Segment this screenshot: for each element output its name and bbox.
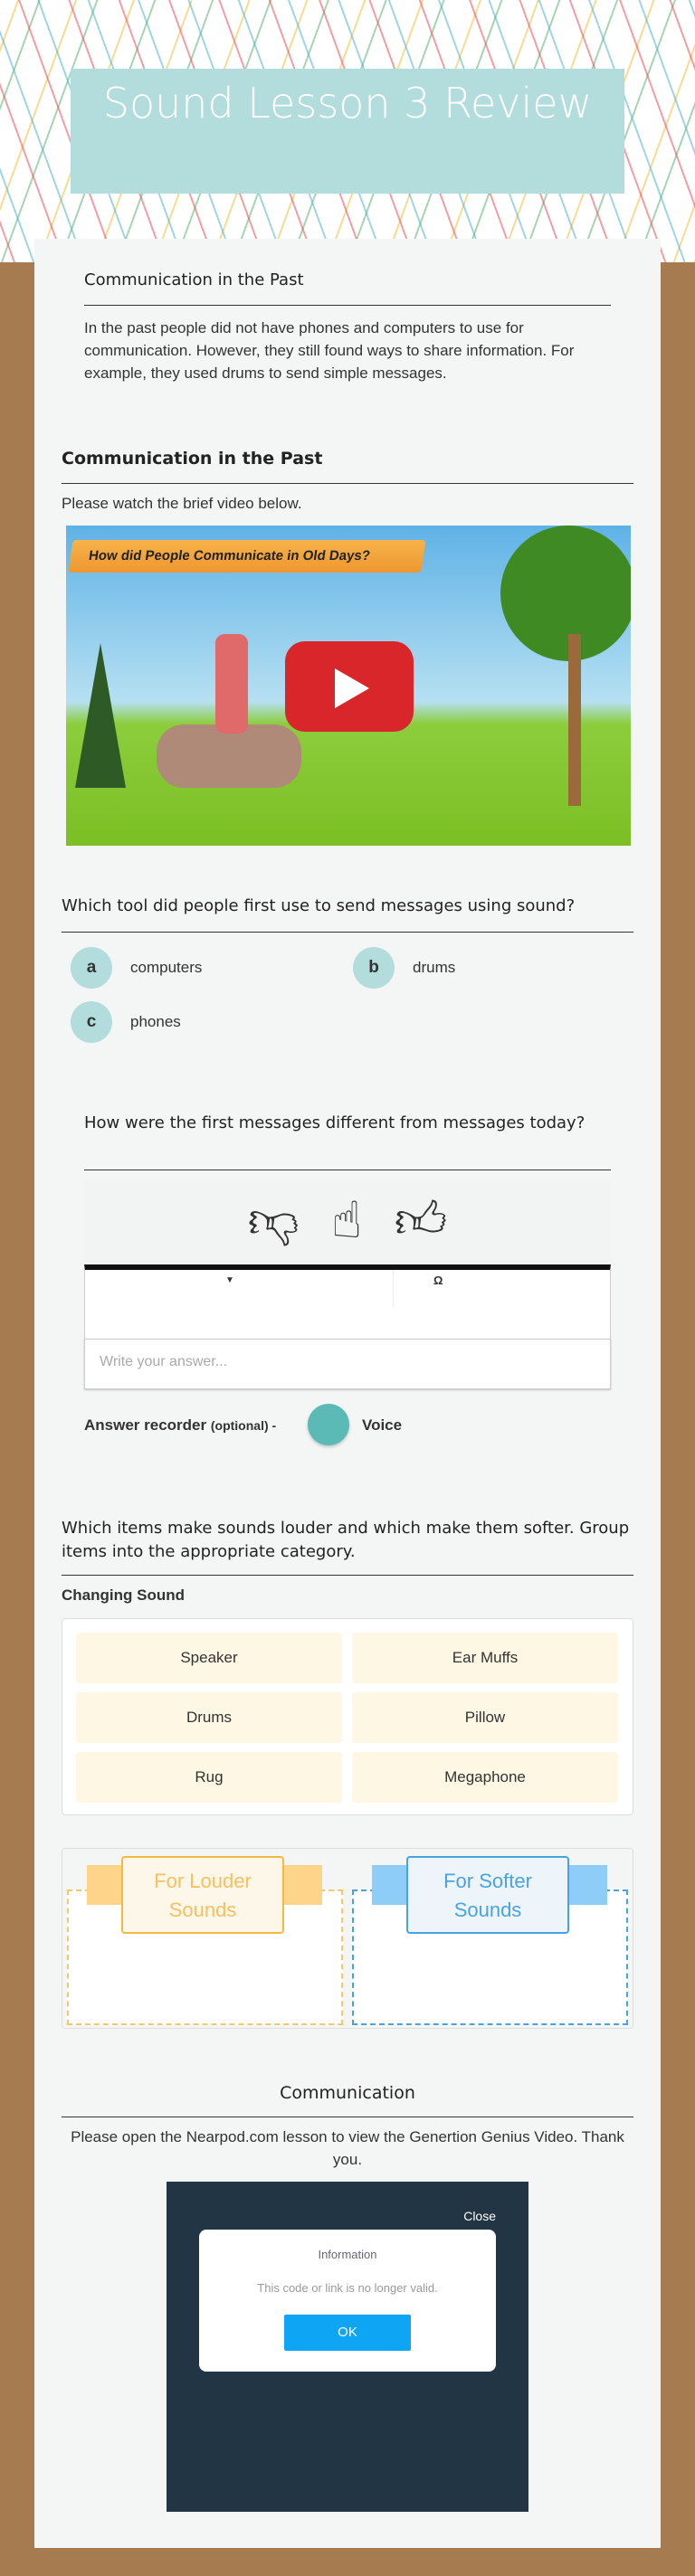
dropdown-caret-icon[interactable]: ▼ (225, 1275, 234, 1285)
draggable-item[interactable]: Rug (76, 1752, 342, 1803)
dialog-title: Information (318, 2248, 377, 2261)
draggable-item[interactable]: Megaphone (352, 1752, 618, 1803)
play-icon (335, 668, 369, 708)
draggable-item[interactable]: Ear Muffs (352, 1633, 618, 1683)
close-button[interactable]: Close (463, 2209, 496, 2223)
play-button[interactable] (285, 641, 414, 732)
recorder-optional: (optional) - (210, 1418, 277, 1433)
pointing-hand-icon[interactable]: ☝︎ (331, 1191, 363, 1248)
thumbs-down-icon[interactable]: 👎︎ (247, 1191, 300, 1248)
info-dialog (199, 2230, 496, 2372)
video-player[interactable] (66, 526, 631, 846)
question1-heading: Which tool did people first use to send messages using sound? (62, 896, 576, 915)
section2-heading: Communication in the Past (62, 449, 323, 469)
option-badge: b (353, 947, 395, 989)
option-label: phones (130, 1013, 181, 1030)
activity-title: Changing Sound (62, 1586, 185, 1604)
horse-illustration (157, 724, 301, 788)
category-label-louder: For Louder Sounds (121, 1856, 284, 1934)
option-label: computers (130, 959, 203, 976)
rider-illustration (215, 634, 248, 734)
section1-text: In the past people did not have phones and computers to use for communication. However, they still found ways to share information. For example, they used drums to send simple messages. (84, 319, 575, 382)
dialog-message: This code or link is no longer valid. (257, 2281, 438, 2295)
special-characters-button[interactable]: Ω (433, 1274, 443, 1287)
video-instructions: Please watch the brief video below. (62, 495, 302, 512)
recorder-label: Answer recorder (84, 1416, 207, 1434)
embedded-frame (167, 2182, 528, 2512)
voice-label: Voice (362, 1416, 403, 1434)
thumbs-up-icon[interactable]: 👍︎ (394, 1191, 448, 1248)
video-title: How did People Communicate in Old Days? (68, 540, 425, 573)
divider (84, 305, 611, 306)
toolbar-divider (393, 1270, 394, 1306)
tree-icon (500, 526, 631, 661)
page-title: Sound Lesson 3 Review (71, 69, 624, 194)
content-panel (34, 239, 661, 2548)
section6-heading: Communication (280, 2083, 415, 2103)
divider (62, 932, 633, 933)
section1-heading: Communication in the Past (84, 270, 304, 289)
question2-heading: How were the first messages different from messages today? (84, 1113, 586, 1132)
divider (62, 483, 633, 484)
categories-area (62, 1848, 633, 2029)
divider (62, 1575, 633, 1576)
option-label: drums (413, 959, 456, 976)
pine-tree-icon (75, 643, 126, 788)
ok-button[interactable]: OK (284, 2315, 411, 2351)
option-badge: c (71, 1001, 112, 1043)
editor-toolbar (84, 1264, 611, 1339)
reaction-bar (84, 1179, 611, 1264)
section6-text: Please open the Nearpod.com lesson to view the Genertion Genius Video. Thank you. (71, 2128, 624, 2168)
question3-heading: Which items make sounds louder and which make them softer. Group items into the appropriate category. (62, 1519, 630, 1561)
answer-recorder-label (84, 1416, 276, 1435)
answer-input[interactable]: Write your answer... (84, 1339, 611, 1389)
draggable-item[interactable]: Drums (76, 1692, 342, 1743)
draggable-item[interactable]: Pillow (352, 1692, 618, 1743)
record-button[interactable] (308, 1404, 349, 1445)
items-pool (62, 1618, 633, 1815)
option-badge: a (71, 947, 112, 989)
tree-trunk (568, 634, 581, 806)
draggable-item[interactable]: Speaker (76, 1633, 342, 1683)
category-label-softer: For Softer Sounds (406, 1856, 569, 1934)
